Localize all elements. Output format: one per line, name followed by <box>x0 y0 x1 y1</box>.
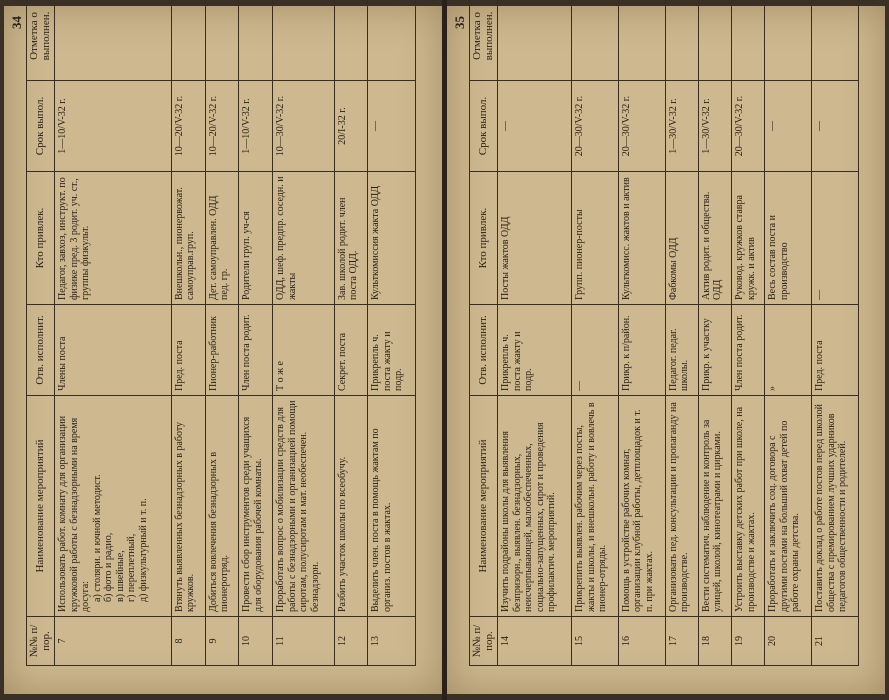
row-deadline: 1—10/V-32 г. <box>239 81 273 172</box>
row-deadline: 10—20/V-32 г. <box>171 81 205 172</box>
row-deadline: — <box>498 81 572 172</box>
row-number: 7 <box>55 617 172 666</box>
header-who: Кто привлек. <box>470 172 498 305</box>
right-page <box>447 6 885 694</box>
row-involved: Педагог, завхоз, инструкт. по физике пред. 3 родит. уч. ст., группы физкульт. <box>55 172 172 305</box>
header-resp: Отв. исполнит. <box>27 305 55 396</box>
row-responsible: » <box>765 305 812 396</box>
header-row <box>470 0 498 666</box>
table-row <box>618 0 665 666</box>
row-deadline: — <box>812 81 859 172</box>
left-page-number: 34 <box>9 16 24 29</box>
table-row <box>368 0 416 666</box>
row-responsible: Члены поста <box>55 305 172 396</box>
header-name: Наименование мероприятий <box>27 396 55 617</box>
header-note: Отметка о выполнен. <box>470 0 498 81</box>
row-number: 8 <box>171 617 205 666</box>
row-activity: Проработать вопрос о мобилизации средств для работы с безнадзорными и организацией помощи сиротам, полусиротам и мат. необеспечен. безнадзорн. <box>273 396 334 617</box>
row-activity: Выделить член. поста в помощь жактам по организ. постов в жактах. <box>368 396 416 617</box>
left-plan-table <box>26 0 416 666</box>
row-activity: Добиться вовлечения безнадзорных в пионеротряд. <box>205 396 239 617</box>
row-involved: Актив родит. и общества. ОДД <box>698 172 731 305</box>
row-deadline: 20—30/V-32 г. <box>618 81 665 172</box>
row-activity: Устроить выставку детских работ при школе, на производстве и жактах. <box>732 396 765 617</box>
header-name: Наименование мероприятий <box>470 396 498 617</box>
header-date: Срок выпол. <box>470 81 498 172</box>
activity-subitem: в) швейные, <box>114 550 126 602</box>
activity-subitem: д) физкультурный и т. п. <box>137 498 149 602</box>
row-completion-note <box>665 0 698 81</box>
row-activity: Провести сбор инструментов среди учащихся для оборудования рабочей комнаты. <box>239 396 273 617</box>
table-row <box>205 0 239 666</box>
header-row <box>27 0 55 666</box>
row-deadline: 1—30/V-32 г. <box>665 81 698 172</box>
row-number: 15 <box>572 617 619 666</box>
row-involved: — <box>812 172 859 305</box>
row-responsible: Пред. поста <box>171 305 205 396</box>
row-completion-note <box>498 0 572 81</box>
row-number: 19 <box>732 617 765 666</box>
row-deadline: — <box>368 81 416 172</box>
right-page-number: 35 <box>452 16 467 29</box>
row-involved: Культкомиссия жакта ОДД <box>368 172 416 305</box>
row-number: 18 <box>698 617 731 666</box>
row-deadline: 20—30/V-32 г. <box>572 81 619 172</box>
row-involved: Посты жактов ОДД <box>498 172 572 305</box>
left-page-rotated-content <box>4 6 442 694</box>
activity-subitem: а) столяри. и ючной методист. <box>91 474 103 602</box>
row-completion-note <box>334 0 368 81</box>
right-page-rotated-content <box>447 6 885 694</box>
row-responsible: Прикрепль ч. поста жакту и подр. <box>498 305 572 396</box>
row-involved: Фабкомы ОДД <box>665 172 698 305</box>
row-responsible: Пионер-работник <box>205 305 239 396</box>
row-involved: Дет. самоуправлен. ОДД пед. гр. <box>205 172 239 305</box>
row-completion-note <box>368 0 416 81</box>
row-activity: Прикрепить выявлен. рабочим через посты, жакты и школы, и внешкольн. работу и вовлечь в пионер-отряды. <box>572 396 619 617</box>
row-completion-note <box>239 0 273 81</box>
table-row <box>665 0 698 666</box>
row-deadline: 10—20/V-32 г. <box>205 81 239 172</box>
row-involved: Культкомисс. жактов и актив <box>618 172 665 305</box>
row-activity: Организовать пед. консультации и пропаганду на производстве. <box>665 396 698 617</box>
table-row <box>698 0 731 666</box>
row-responsible: Педагог. педаг. школы. <box>665 305 698 396</box>
header-who: Кто привлек. <box>27 172 55 305</box>
row-completion-note <box>171 0 205 81</box>
row-deadline: 1—10/V-32 г. <box>55 81 172 172</box>
row-number: 13 <box>368 617 416 666</box>
row-completion-note <box>698 0 731 81</box>
right-plan-table <box>469 0 859 666</box>
row-deadline: — <box>765 81 812 172</box>
header-resp: Отв. исполнит. <box>470 305 498 396</box>
activity-subitem: г) переплетный, <box>126 533 137 602</box>
row-responsible: Член поста родит. <box>239 305 273 396</box>
right-table-body <box>498 0 859 666</box>
row-responsible: Прикр. к участку <box>698 305 731 396</box>
header-date: Срок выпол. <box>27 81 55 172</box>
row-number: 12 <box>334 617 368 666</box>
row-involved: Родители груп. уч-ся <box>239 172 273 305</box>
row-deadline: 1—30/V-32 г. <box>698 81 731 172</box>
table-row <box>55 0 172 666</box>
row-completion-note <box>732 0 765 81</box>
row-responsible: Прикр. к п/район. <box>618 305 665 396</box>
row-involved: Весь состав поста и производство <box>765 172 812 305</box>
row-activity: Поставить доклад о работе постов перед школой общества с премированием лучших ударников педагогов общественности и родителей. <box>812 396 859 617</box>
row-completion-note <box>205 0 239 81</box>
row-number: 14 <box>498 617 572 666</box>
row-completion-note <box>572 0 619 81</box>
row-activity: Помощь в устройстве рабочих комнат, организации клубной работы, детплощадок и т. п. при жактах. <box>618 396 665 617</box>
left-table-body <box>55 0 416 666</box>
row-deadline: 10—30/V-32 г. <box>273 81 334 172</box>
row-deadline: 20/I-32 г. <box>334 81 368 172</box>
row-activity: Вести систематич. наблюдение и контроль за улицей, школой, кинотеатрами и цирками. <box>698 396 731 617</box>
row-number: 9 <box>205 617 239 666</box>
row-involved: Групп. пионер-посты <box>572 172 619 305</box>
row-responsible: Т о ж е <box>273 305 334 396</box>
row-activity: Проработать и заключить соц. договора с другими постами на больший охват детей по работе охраны детства. <box>765 396 812 617</box>
row-activity: Разбить участок школы по всеобучу. <box>334 396 368 617</box>
row-activity: Использовать работ. комнату для организации кружковой работы с безнадзорными на время досуга: а) столяри. и ючной методист. б) фото и радио, в) швейные, г) переплетный, д) физкультурный и т. п. <box>55 396 172 617</box>
table-row <box>171 0 205 666</box>
activity-subitem: б) фото и радио, <box>103 532 114 602</box>
row-responsible: Пред. поста <box>812 305 859 396</box>
header-num: №№ п/пор. <box>27 617 55 666</box>
row-number: 11 <box>273 617 334 666</box>
row-responsible: Прикрепль ч. поста жакту и подр. <box>368 305 416 396</box>
row-completion-note <box>273 0 334 81</box>
row-responsible: Секрет. поста <box>334 305 368 396</box>
row-completion-note <box>812 0 859 81</box>
row-deadline: 20—30/V-32 г. <box>732 81 765 172</box>
table-row <box>334 0 368 666</box>
table-row <box>732 0 765 666</box>
row-number: 16 <box>618 617 665 666</box>
row-involved: Руковод. кружков ставра кружк. и актив <box>732 172 765 305</box>
table-row <box>765 0 812 666</box>
header-num: №№ п/пор. <box>470 617 498 666</box>
table-row <box>239 0 273 666</box>
row-involved: Зав. школой родит. член поста ОДД. <box>334 172 368 305</box>
row-number: 20 <box>765 617 812 666</box>
table-row <box>812 0 859 666</box>
row-responsible: — <box>572 305 619 396</box>
row-completion-note <box>55 0 172 81</box>
left-page <box>4 6 442 694</box>
row-number: 17 <box>665 617 698 666</box>
row-activity: Втянуть выявленных безнадзорных в работу кружков. <box>171 396 205 617</box>
row-involved: Внешкольн., пионервожат. самоуправ.груп. <box>171 172 205 305</box>
table-row <box>572 0 619 666</box>
row-responsible: Член поста родит. <box>732 305 765 396</box>
row-completion-note <box>765 0 812 81</box>
table-row <box>498 0 572 666</box>
row-involved: ОДД, шеф. предпр. соседн. и жакты <box>273 172 334 305</box>
row-number: 21 <box>812 617 859 666</box>
row-completion-note <box>618 0 665 81</box>
table-row <box>273 0 334 666</box>
row-activity: Изучить подрайоны школы для выявления безпризорн., выявлен. безнадзорных, неисчерпывающей, малообеспеченных, социально-запущенных, сирот и проведения профилактич. мероприятий. <box>498 396 572 617</box>
header-note: Отметка о выполнен. <box>27 0 55 81</box>
row-number: 10 <box>239 617 273 666</box>
